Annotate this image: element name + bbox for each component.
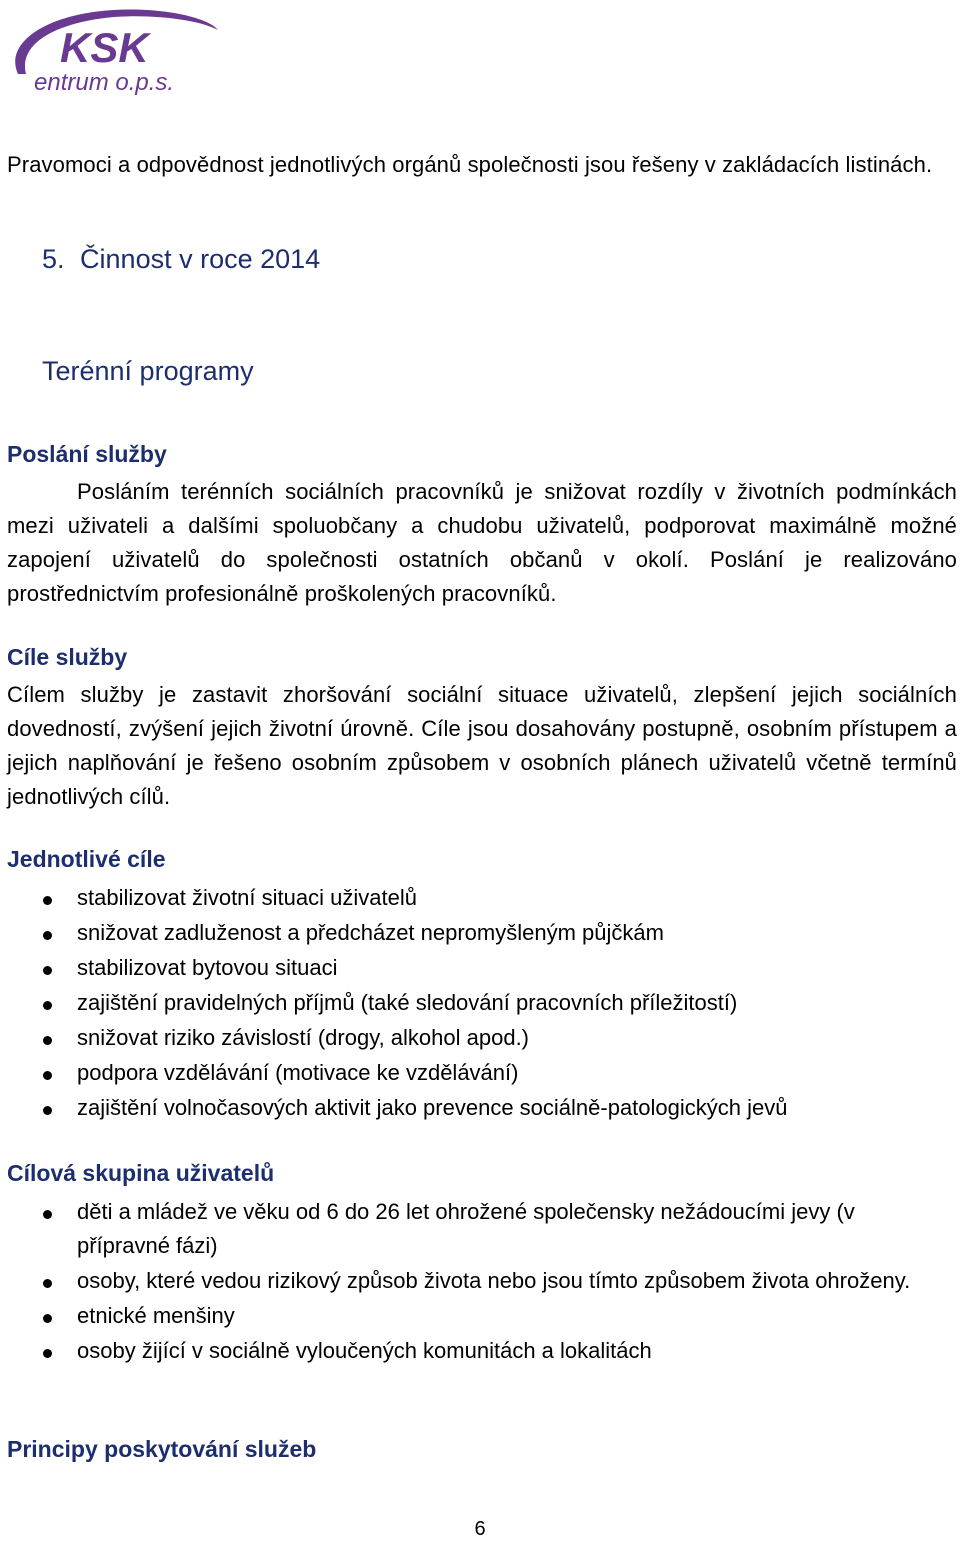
principles-heading: Principy poskytování služeb <box>7 1436 317 1462</box>
bullet-icon <box>43 1210 52 1219</box>
list-item: zajištění volnočasových aktivit jako prevence sociálně-patologických jevů <box>0 1091 937 1125</box>
mission-heading: Poslání služby <box>7 441 167 467</box>
bullet-icon <box>43 1349 52 1358</box>
bullet-icon <box>43 896 52 905</box>
goals-text: Cílem služby je zastavit zhoršování sociální situace uživatelů, zlepšení jejich sociálních dovedností, zvýšení jejich životní úrovně. Cíle jsou dosahovány postupně, osobním přístupem a jejich naplňování je řešeno osobním způsobem v osobních plánech uživatelů včetně termínů jednotlivých cílů. <box>7 682 957 809</box>
list-item: etnické menšiny <box>0 1299 937 1333</box>
list-item: snižovat zadluženost a předcházet nepromyšleným půjčkám <box>0 916 937 950</box>
list-item: stabilizovat bytovou situaci <box>0 951 937 985</box>
list-item: zajištění pravidelných příjmů (také sledování pracovních příležitostí) <box>0 986 937 1020</box>
bullet-icon <box>43 931 52 940</box>
ksk-logo <box>4 4 234 96</box>
page-number: 6 <box>474 1518 486 1540</box>
bullet-icon <box>43 966 52 975</box>
logo-subtitle: entrum o.p.s. <box>34 69 175 96</box>
section-number: 5. <box>42 244 65 274</box>
target-group-heading: Cílová skupina uživatelů <box>7 1160 275 1186</box>
bullet-icon <box>43 1036 52 1045</box>
bullet-icon <box>43 1106 52 1115</box>
intro-paragraph: Pravomoci a odpovědnost jednotlivých orgánů společnosti jsou řešeny v zakládacích listinách. <box>7 152 933 177</box>
individual-goals-list <box>0 881 937 1126</box>
target-group-list <box>0 1195 937 1369</box>
program-title: Terénní programy <box>42 356 254 386</box>
goals-heading: Cíle služby <box>7 644 128 670</box>
bullet-icon <box>43 1314 52 1323</box>
logo-swoosh-icon <box>4 4 234 96</box>
individual-goals-heading: Jednotlivé cíle <box>7 846 166 872</box>
list-item: snižovat riziko závislostí (drogy, alkohol apod.) <box>0 1021 937 1055</box>
section-heading <box>42 244 320 275</box>
list-item: děti a mládež ve věku od 6 do 26 let ohrožené společensky nežádoucími jevy (v přípravné fázi) <box>0 1195 937 1263</box>
list-item: podpora vzdělávání (motivace ke vzdělávání) <box>0 1056 937 1090</box>
bullet-icon <box>43 1001 52 1010</box>
logo-letters: KSK <box>60 24 149 71</box>
list-item: osoby žijící v sociálně vyloučených komunitách a lokalitách <box>0 1334 937 1368</box>
mission-text: Posláním terénních sociálních pracovníků je snižovat rozdíly v životních podmínkách mezi uživateli a dalšími spoluobčany a chudobu uživatelů, podporovat maximálně možné zapojení uživatelů do společnosti ostatních občanů v okolí. Poslání je realizováno prostřednictvím profesionálně proškolených pracovníků. <box>7 479 957 606</box>
list-item: stabilizovat životní situaci uživatelů <box>0 881 937 915</box>
list-item: osoby, které vedou rizikový způsob života nebo jsou tímto způsobem života ohroženy. <box>0 1264 937 1298</box>
bullet-icon <box>43 1279 52 1288</box>
bullet-icon <box>43 1071 52 1080</box>
section-title: Činnost v roce 2014 <box>80 244 321 274</box>
